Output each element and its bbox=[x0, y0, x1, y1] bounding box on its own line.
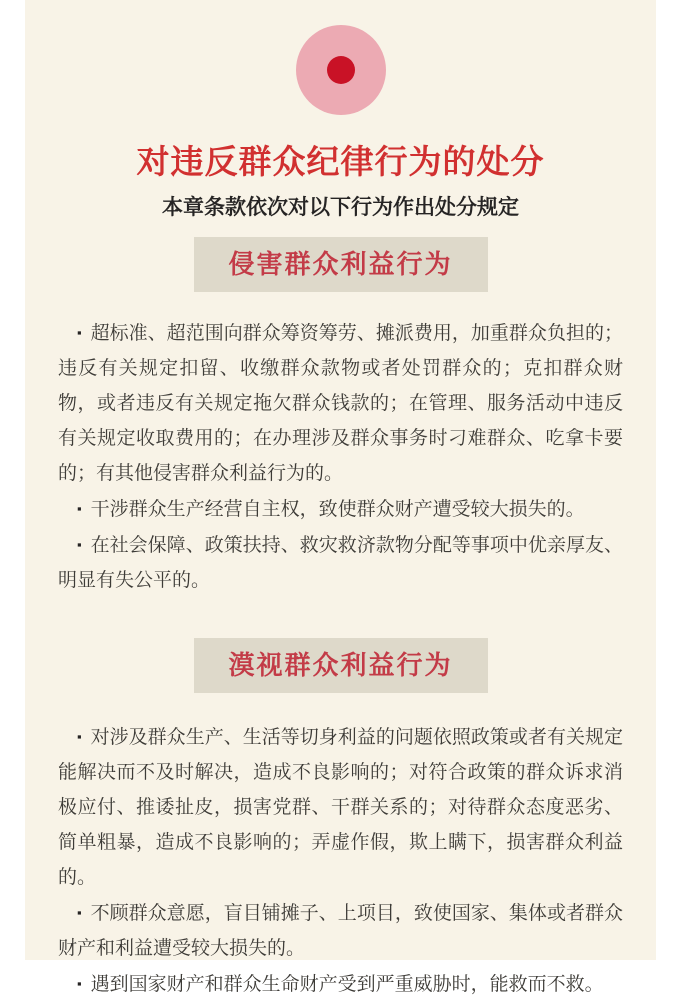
page-title: 对违反群众纪律行为的处分 bbox=[136, 145, 545, 181]
bullet-icon: ▪ bbox=[77, 537, 82, 552]
rule-item bbox=[58, 527, 623, 598]
bullet-icon: ▪ bbox=[77, 729, 82, 744]
red-dot-icon bbox=[327, 56, 355, 84]
rule-text: 干涉群众生产经营自主权，致使群众财产遭受较大损失的。 bbox=[90, 499, 585, 520]
record-dot-icon bbox=[296, 25, 386, 115]
bullet-icon: ▪ bbox=[77, 905, 82, 920]
section-heading-ignore: 漠视群众利益行为 bbox=[194, 638, 488, 693]
bullet-icon: ▪ bbox=[77, 976, 82, 991]
rule-text: 遇到国家财产和群众生命财产受到严重威胁时，能救而不救。 bbox=[90, 974, 604, 995]
rule-text: 超标准、超范围向群众筹资筹劳、摊派费用，加重群众负担的；违反有关规定扣留、收缴群众款物或者处罚群众的；克扣群众财物，或者违反有关规定拖欠群众钱款的；在管理、服务活动中违反有关规定收取费用的；在办理涉及群众事务时刁难群众、吃拿卡要的；有其他侵害群众利益行为的。 bbox=[58, 323, 623, 484]
rule-item bbox=[58, 966, 623, 1002]
rules-list-infringe bbox=[58, 315, 623, 598]
rule-text: 对涉及群众生产、生活等切身利益的问题依照政策或者有关规定能解决而不及时解决，造成不良影响的；对符合政策的群众诉求消极应付、推诿扯皮，损害党群、干群关系的；对待群众态度恶劣、简单粗暴，造成不良影响的；弄虚作假，欺上瞒下，损害群众利益的。 bbox=[58, 727, 623, 888]
page-subtitle: 本章条款依次对以下行为作出处分规定 bbox=[162, 195, 519, 219]
rule-item bbox=[58, 895, 623, 966]
bullet-icon: ▪ bbox=[77, 501, 82, 516]
bullet-icon: ▪ bbox=[77, 325, 82, 340]
rule-text: 不顾群众意愿，盲目铺摊子、上项目，致使国家、集体或者群众财产和利益遭受较大损失的。 bbox=[58, 903, 623, 959]
section-heading-infringe: 侵害群众利益行为 bbox=[194, 237, 488, 292]
rule-item bbox=[58, 491, 623, 527]
rule-item bbox=[58, 315, 623, 491]
content-panel bbox=[25, 0, 656, 995]
rules-list-ignore bbox=[58, 719, 623, 1002]
rule-item bbox=[58, 719, 623, 895]
rule-text: 在社会保障、政策扶持、救灾救济款物分配等事项中优亲厚友、明显有失公平的。 bbox=[58, 535, 623, 591]
